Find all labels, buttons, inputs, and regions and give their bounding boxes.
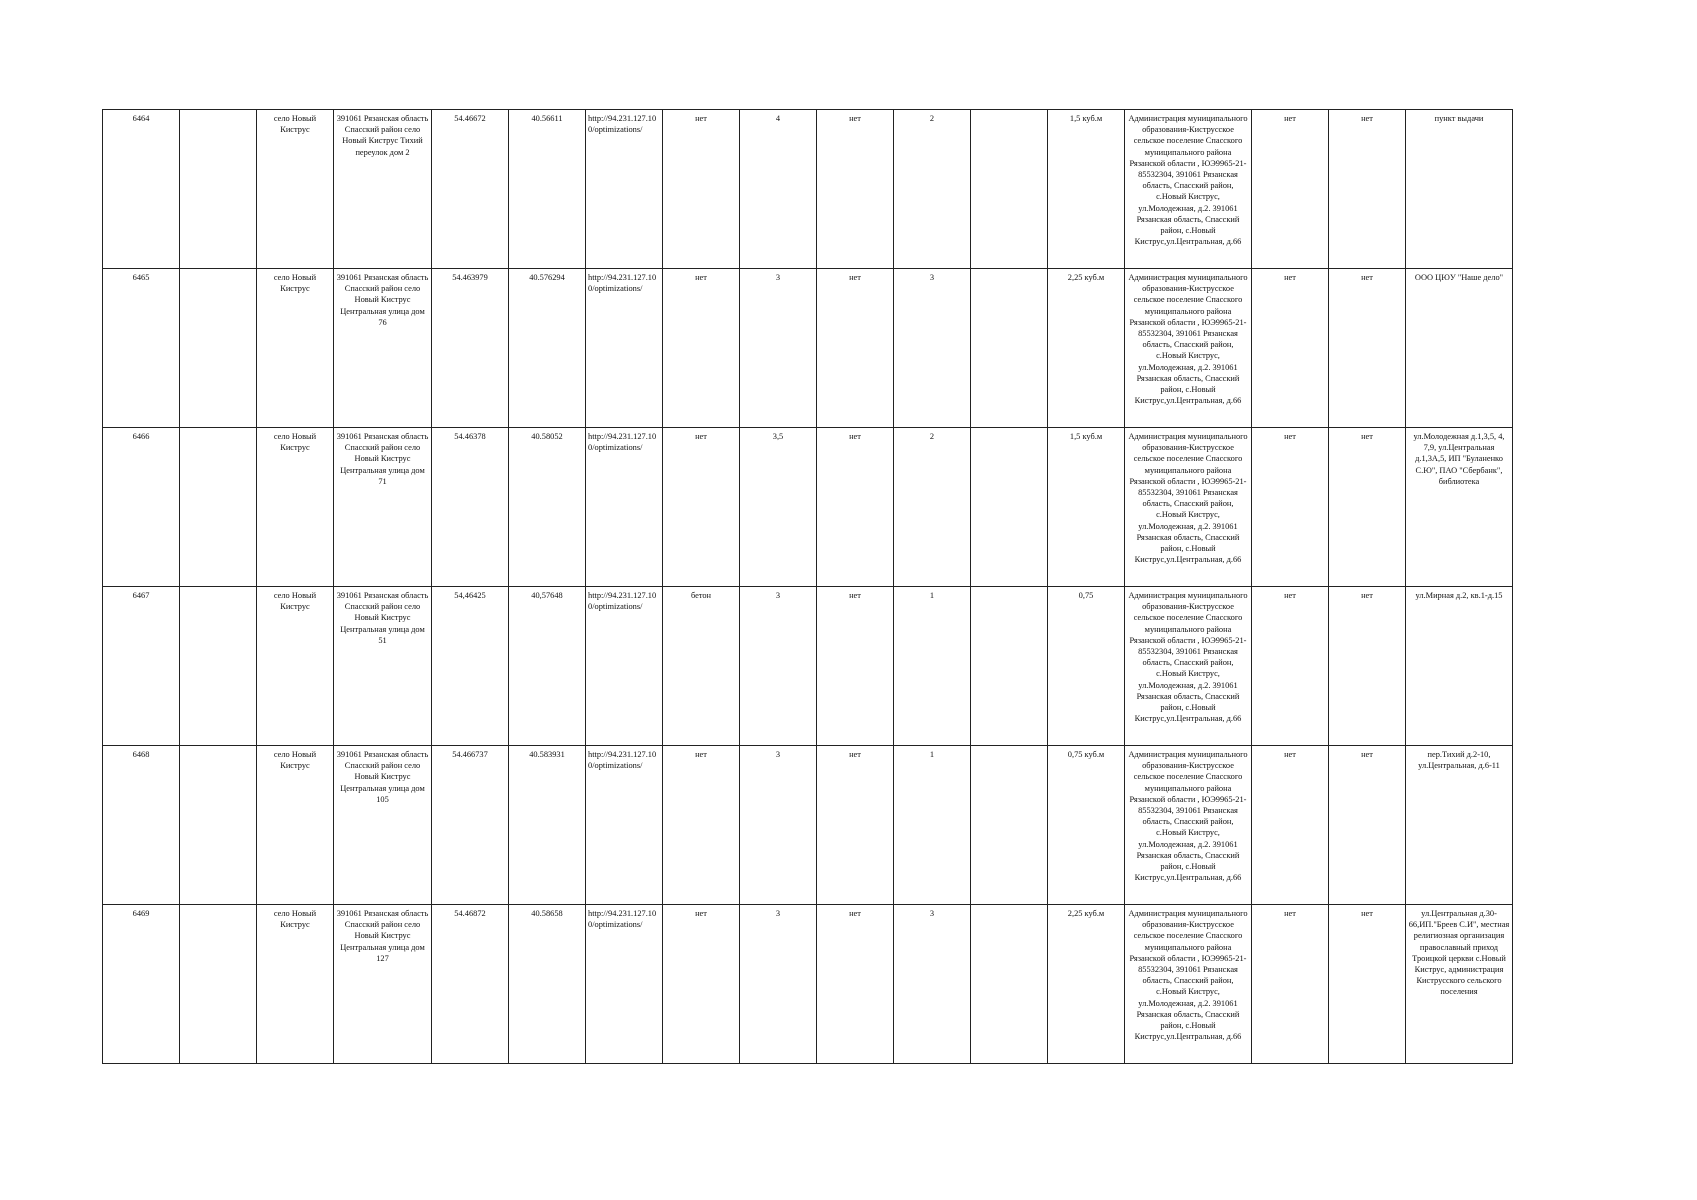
site-id-cell: 6469: [103, 905, 180, 1064]
flag-cell: нет: [1252, 587, 1329, 746]
locality-cell: село Новый Киструс: [257, 587, 334, 746]
blank-cell: [180, 269, 257, 428]
longitude-cell: 40.583931: [509, 746, 586, 905]
blank-cell: [971, 746, 1048, 905]
blank-cell: [971, 269, 1048, 428]
volume-cell: 0,75 куб.м: [1048, 746, 1125, 905]
map-url-cell: http://94.231.127.100/optimizations/: [586, 110, 663, 269]
locality-cell: село Новый Киструс: [257, 428, 334, 587]
flag-cell: нет: [1252, 269, 1329, 428]
latitude-cell: 54,46425: [432, 587, 509, 746]
blank-cell: [971, 428, 1048, 587]
waste-sources-cell: ООО ЦЮУ "Наше дело": [1406, 269, 1513, 428]
volume-cell: 1,5 куб.м: [1048, 428, 1125, 587]
waste-sources-cell: ул.Мирная д.2, кв.1-д.15: [1406, 587, 1513, 746]
flag-cell: нет: [1329, 110, 1406, 269]
table-row: [103, 269, 1513, 428]
address-cell: 391061 Рязанская область Спасский район село Новый Киструс Центральная улица дом 51: [334, 587, 432, 746]
container-count-cell: 1: [894, 746, 971, 905]
blank-cell: [180, 905, 257, 1064]
map-url-cell: http://94.231.127.100/optimizations/: [586, 428, 663, 587]
map-url-cell: http://94.231.127.100/optimizations/: [586, 746, 663, 905]
fence-cell: нет: [817, 905, 894, 1064]
longitude-cell: 40.576294: [509, 269, 586, 428]
fence-cell: нет: [817, 110, 894, 269]
area-cell: 3: [740, 587, 817, 746]
surface-cell: нет: [663, 110, 740, 269]
fence-cell: нет: [817, 746, 894, 905]
waste-sources-cell: пер.Тихий д.2-10, ул.Центральная, д.6-11: [1406, 746, 1513, 905]
surface-cell: бетон: [663, 587, 740, 746]
fence-cell: нет: [817, 587, 894, 746]
locality-cell: село Новый Киструс: [257, 905, 334, 1064]
longitude-cell: 40.58658: [509, 905, 586, 1064]
address-cell: 391061 Рязанская область Спасский район село Новый Киструс Центральная улица дом 105: [334, 746, 432, 905]
surface-cell: нет: [663, 905, 740, 1064]
address-cell: 391061 Рязанская область Спасский район село Новый Киструс Центральная улица дом 76: [334, 269, 432, 428]
container-count-cell: 2: [894, 428, 971, 587]
flag-cell: нет: [1252, 110, 1329, 269]
waste-sources-cell: ул.Центральная д.30-66,ИП."Бреев С.И", местная религиозная организация православный приход Троицкой церкви с.Новый Киструс, администрация Киструсского сельского поселения: [1406, 905, 1513, 1064]
owner-cell: Администрация муниципального образования-Киструсское сельское поселение Спасского муниципального района Рязанской области , ЮЭ9965-21-85532304, 391061 Рязанская область, Спасский район, с.Новый Киструс, ул.Молодежная, д.2. 391061 Рязанская область, Спасский район, с.Новый Киструс,ул.Центральная, д.66: [1125, 110, 1252, 269]
blank-cell: [971, 587, 1048, 746]
volume-cell: 0,75: [1048, 587, 1125, 746]
latitude-cell: 54.46378: [432, 428, 509, 587]
map-url-cell: http://94.231.127.100/optimizations/: [586, 905, 663, 1064]
area-cell: 4: [740, 110, 817, 269]
waste-site-registry-table: [102, 109, 1513, 1064]
fence-cell: нет: [817, 269, 894, 428]
longitude-cell: 40,57648: [509, 587, 586, 746]
blank-cell: [971, 905, 1048, 1064]
owner-cell: Администрация муниципального образования-Киструсское сельское поселение Спасского муниципального района Рязанской области , ЮЭ9965-21-85532304, 391061 Рязанская область, Спасский район, с.Новый Киструс, ул.Молодежная, д.2. 391061 Рязанская область, Спасский район, с.Новый Киструс,ул.Центральная, д.66: [1125, 746, 1252, 905]
surface-cell: нет: [663, 269, 740, 428]
flag-cell: нет: [1329, 428, 1406, 587]
address-cell: 391061 Рязанская область Спасский район село Новый Киструс Центральная улица дом 127: [334, 905, 432, 1064]
blank-cell: [180, 428, 257, 587]
table-row: [103, 587, 1513, 746]
latitude-cell: 54.463979: [432, 269, 509, 428]
blank-cell: [180, 110, 257, 269]
table-row: [103, 746, 1513, 905]
flag-cell: нет: [1329, 269, 1406, 428]
address-cell: 391061 Рязанская область Спасский район село Новый Киструс Центральная улица дом 71: [334, 428, 432, 587]
flag-cell: нет: [1329, 746, 1406, 905]
site-id-cell: 6467: [103, 587, 180, 746]
owner-cell: Администрация муниципального образования-Киструсское сельское поселение Спасского муниципального района Рязанской области , ЮЭ9965-21-85532304, 391061 Рязанская область, Спасский район, с.Новый Киструс, ул.Молодежная, д.2. 391061 Рязанская область, Спасский район, с.Новый Киструс,ул.Центральная, д.66: [1125, 269, 1252, 428]
waste-sources-cell: ул.Молодежная д.1,3,5, 4, 7,9, ул.Центральная д.1,3А,5, ИП "Буланенко С.Ю", ПАО "Сбербанк", библиотека: [1406, 428, 1513, 587]
locality-cell: село Новый Киструс: [257, 746, 334, 905]
flag-cell: нет: [1252, 905, 1329, 1064]
document-page: [102, 109, 1512, 1051]
container-count-cell: 2: [894, 110, 971, 269]
flag-cell: нет: [1329, 587, 1406, 746]
volume-cell: 1,5 куб.м: [1048, 110, 1125, 269]
surface-cell: нет: [663, 428, 740, 587]
map-url-cell: http://94.231.127.100/optimizations/: [586, 587, 663, 746]
container-count-cell: 3: [894, 269, 971, 428]
area-cell: 3: [740, 269, 817, 428]
blank-cell: [180, 587, 257, 746]
latitude-cell: 54.46872: [432, 905, 509, 1064]
flag-cell: нет: [1329, 905, 1406, 1064]
volume-cell: 2,25 куб.м: [1048, 269, 1125, 428]
area-cell: 3: [740, 746, 817, 905]
owner-cell: Администрация муниципального образования-Киструсское сельское поселение Спасского муниципального района Рязанской области , ЮЭ9965-21-85532304, 391061 Рязанская область, Спасский район, с.Новый Киструс, ул.Молодежная, д.2. 391061 Рязанская область, Спасский район, с.Новый Киструс,ул.Центральная, д.66: [1125, 428, 1252, 587]
locality-cell: село Новый Киструс: [257, 269, 334, 428]
blank-cell: [180, 746, 257, 905]
table-row: [103, 110, 1513, 269]
table-row: [103, 905, 1513, 1064]
owner-cell: Администрация муниципального образования-Киструсское сельское поселение Спасского муниципального района Рязанской области , ЮЭ9965-21-85532304, 391061 Рязанская область, Спасский район, с.Новый Киструс, ул.Молодежная, д.2. 391061 Рязанская область, Спасский район, с.Новый Киструс,ул.Центральная, д.66: [1125, 905, 1252, 1064]
site-id-cell: 6464: [103, 110, 180, 269]
latitude-cell: 54.46672: [432, 110, 509, 269]
volume-cell: 2,25 куб.м: [1048, 905, 1125, 1064]
blank-cell: [971, 110, 1048, 269]
site-id-cell: 6465: [103, 269, 180, 428]
owner-cell: Администрация муниципального образования-Киструсское сельское поселение Спасского муниципального района Рязанской области , ЮЭ9965-21-85532304, 391061 Рязанская область, Спасский район, с.Новый Киструс, ул.Молодежная, д.2. 391061 Рязанская область, Спасский район, с.Новый Киструс,ул.Центральная, д.66: [1125, 587, 1252, 746]
flag-cell: нет: [1252, 746, 1329, 905]
latitude-cell: 54.466737: [432, 746, 509, 905]
site-id-cell: 6468: [103, 746, 180, 905]
longitude-cell: 40.58052: [509, 428, 586, 587]
map-url-cell: http://94.231.127.100/optimizations/: [586, 269, 663, 428]
container-count-cell: 3: [894, 905, 971, 1064]
address-cell: 391061 Рязанская область Спасский район село Новый Киструс Тихий переулок дом 2: [334, 110, 432, 269]
area-cell: 3,5: [740, 428, 817, 587]
container-count-cell: 1: [894, 587, 971, 746]
area-cell: 3: [740, 905, 817, 1064]
site-id-cell: 6466: [103, 428, 180, 587]
fence-cell: нет: [817, 428, 894, 587]
locality-cell: село Новый Киструс: [257, 110, 334, 269]
flag-cell: нет: [1252, 428, 1329, 587]
longitude-cell: 40.56611: [509, 110, 586, 269]
waste-sources-cell: пункт выдачи: [1406, 110, 1513, 269]
table-row: [103, 428, 1513, 587]
surface-cell: нет: [663, 746, 740, 905]
